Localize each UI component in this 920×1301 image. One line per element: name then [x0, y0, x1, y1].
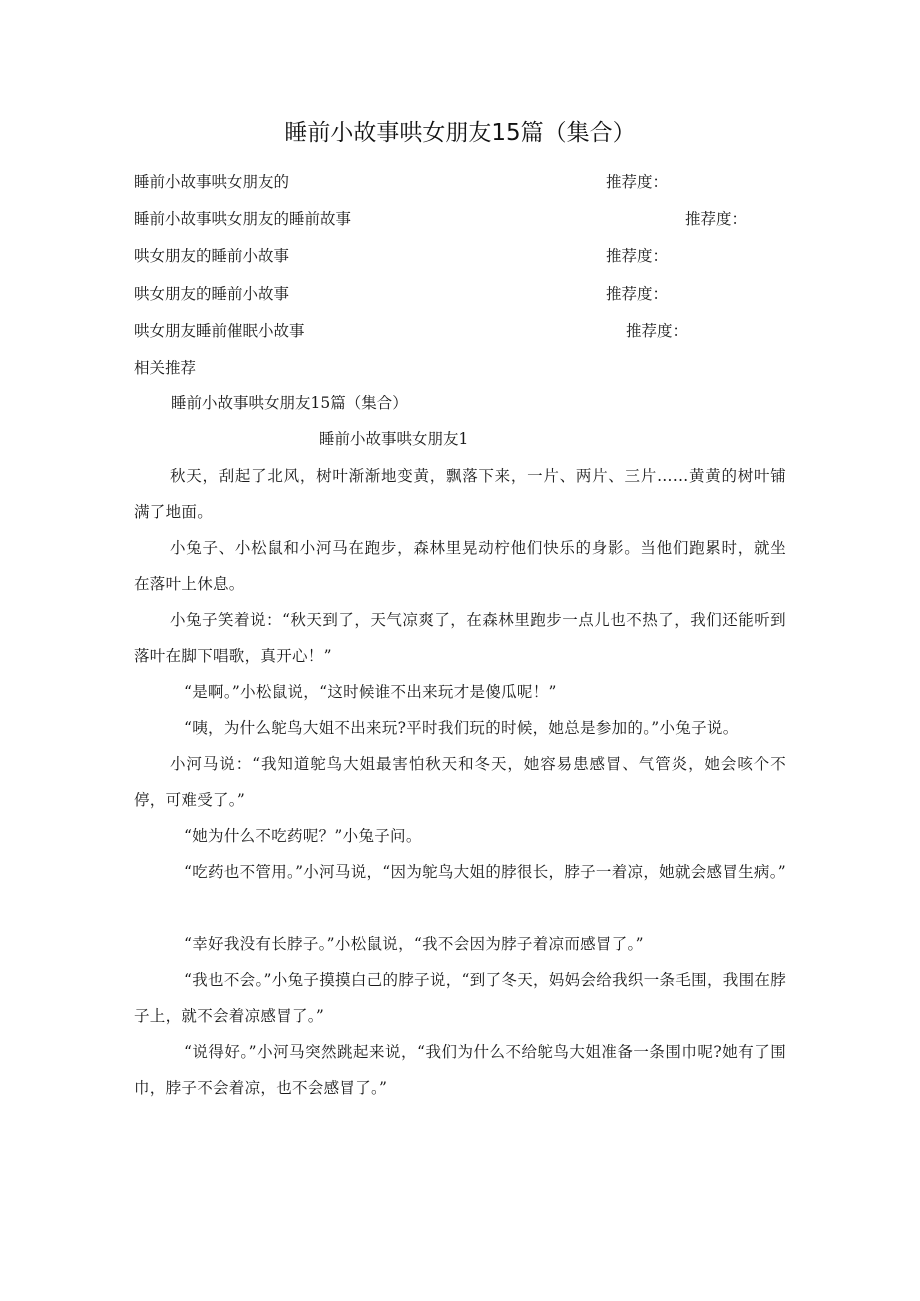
toc-item-4-title[interactable]: 哄女朋友的睡前小故事 [134, 285, 290, 303]
story-paragraph: “吃药也不管用。”小河马说，“因为鸵鸟大姐的脖很长，脖子一着凉，她就会感冒生病。” [184, 863, 786, 881]
toc-item-1-rating: 推荐度： [606, 173, 669, 191]
story-paragraph: 小河马说：“我知道鸵鸟大姐最害怕秋天和冬天，她容易患感冒、气管炎，她会咳个不停，可难受了。” [134, 755, 786, 809]
story-paragraph: 小兔子笑着说：“秋天到了，天气凉爽了，在森林里跑步一点儿也不热了，我们还能听到落叶在脚下唱歌，真开心！” [134, 611, 786, 665]
toc-item-4-rating: 推荐度： [606, 285, 669, 303]
toc-item-1-title[interactable]: 睡前小故事哄女朋友的 [134, 173, 290, 191]
related-label: 相关推荐 [134, 359, 197, 377]
document-title: 睡前小故事哄女朋友15篇（集合） [284, 120, 636, 146]
toc-item-5-rating: 推荐度： [626, 322, 689, 340]
collection-title[interactable]: 睡前小故事哄女朋友15篇（集合） [171, 394, 408, 412]
story-paragraph: “我也不会。”小兔子摸摸白己的脖子说，“到了冬天，妈妈会给我织一条毛围，我围在脖子上，就不会着凉感冒了。” [134, 971, 786, 1025]
story-paragraph: 秋天，刮起了北风，树叶渐渐地变黄，飘落下来，一片、两片、三片……黄黄的树叶铺满了地面。 [134, 467, 786, 521]
story-paragraph: “是啊。”小松鼠说，“这时候谁不出来玩才是傻瓜呢！” [184, 683, 557, 701]
toc-item-3-rating: 推荐度： [606, 247, 669, 265]
story-paragraph: “咦，为什么鸵鸟大姐不出来玩?平时我们玩的时候，她总是参加的。”小兔子说。 [184, 719, 739, 737]
story-paragraph: “说得好。”小河马突然跳起来说，“我们为什么不给鸵鸟大姐准备一条围巾呢?她有了围巾，脖子不会着凉，也不会感冒了。” [134, 1043, 786, 1097]
toc-item-5-title[interactable]: 哄女朋友睡前催眠小故事 [134, 322, 305, 340]
story-heading: 睡前小故事哄女朋友1 [319, 430, 469, 448]
toc-item-3-title[interactable]: 哄女朋友的睡前小故事 [134, 247, 290, 265]
story-paragraph: “她为什么不吃药呢？”小兔子问。 [184, 827, 422, 845]
story-paragraph: “幸好我没有长脖子。”小松鼠说，“我不会因为脖子着凉而感冒了。” [184, 935, 644, 953]
story-paragraph: 小兔子、小松鼠和小河马在跑步，森林里晃动柠他们快乐的身影。当他们跑累时，就坐在落叶上休息。 [134, 539, 786, 593]
toc-item-2-rating: 推荐度： [685, 210, 748, 228]
toc-item-2-title[interactable]: 睡前小故事哄女朋友的睡前故事 [134, 210, 352, 228]
